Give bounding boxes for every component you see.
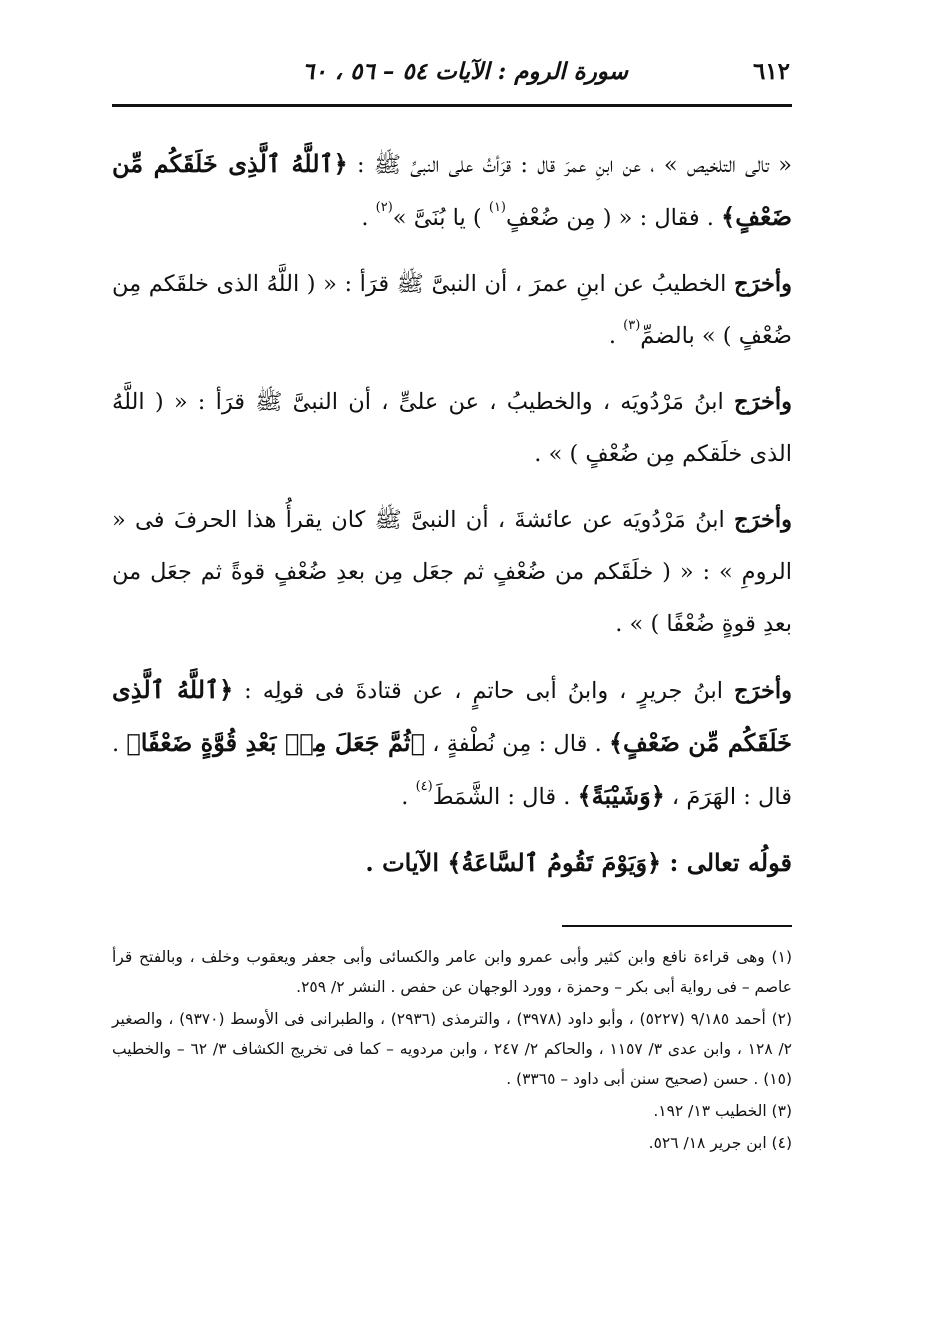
heading-verse: ﴿وَيَوْمَ تَقُومُ ٱلسَّاعَةُ﴾ xyxy=(447,848,662,877)
footnote-3: (٣) الخطيب ١٣/ ١٩٢. xyxy=(653,1102,792,1120)
text-run: . قال : الهَرَمَ ، xyxy=(112,731,792,810)
text-run: . قال : مِن نُطْفةٍ ، xyxy=(425,731,609,757)
text-run: ابنُ مَرْدُويَه ، والخطيبُ ، عن علىٍّ ، أن النبىَّ ﷺ قرَأ : « ( اللَّهُ الذى خلَقكم مِن ضُعْفٍ ) » . xyxy=(112,389,792,467)
text-run: . xyxy=(401,784,416,810)
footnote-1: (١) وهى قراءة نافع وابن كثير وأبى عمرو وابن عامر والكسائى وأبى جعفر ويعقوب وخلف ، وبالفتح قرأ عاصم – فى رواية أبى بكر – وحمزة ، وورد الوجهان عن حفص . النشر ٢/ ٢٥٩. xyxy=(112,948,792,996)
footnote-2: (٢) أحمد ٩/١٨٥ (٥٢٢٧) ، وأبو داود (٣٩٧٨) ، والترمذى (٢٩٣٦) ، والطبرانى فى الأوسط (٩٣٧٠) ، والصغير ٢/ ١٢٨ ، وابن عدى ٣/ ١١٥٧ ، والحاكم ٢/ ٢٤٧ ، وابن مردويه – كما فى تخريج الكشاف ٣/ ٦٢ – والخطيب (١٥) . حسن (صحيح سنن أبى داود – ٣٣٦٥) . xyxy=(112,1010,793,1088)
footnote-rule xyxy=(562,925,792,927)
quran-verse: ﴿ثُمَّ جَعَلَ مِنۢ بَعْدِ قُوَّةٍ ضَعْفًا﴾ xyxy=(126,728,426,757)
footnote-marker: (١) xyxy=(488,200,506,215)
paragraph-5 xyxy=(112,664,792,823)
text-run: ) يا بُنَىَّ » xyxy=(392,205,489,231)
paragraph-2 xyxy=(112,258,792,362)
quran-verse: ﴿ٱللَّهُ ٱلَّذِى خَلَقَكُم مِّن ضَعْفٍ﴾ xyxy=(112,149,792,231)
body-text xyxy=(112,138,792,903)
page-number: ٦١٢ xyxy=(752,58,790,85)
paragraph-3 xyxy=(112,376,792,480)
paragraph-lead-word: وأخرَج xyxy=(734,678,792,704)
footnotes xyxy=(112,942,792,1160)
text-run: ابنُ مَرْدُويَه عن عائشةَ ، أن النبىَّ ﷺ كان يقرأُ هذا الحرفَ فى « الرومِ » : « ( خلَقَكم من ضُعْفٍ ثم جعَل مِن بعدِ ضُعْفٍ قوةً ثم جعَل من بعدِ قوةٍ ضُعْفًا ) » . xyxy=(112,507,792,637)
paragraph-lead-word: وأخرَج xyxy=(734,507,792,533)
footnote-marker: (٢) xyxy=(375,200,393,215)
heading-lead: قولُه تعالى : xyxy=(661,848,792,877)
paragraph-lead-word: وأخرَج xyxy=(734,271,792,297)
page-header xyxy=(112,52,790,102)
text-run: . قال : الشَّمَطَ xyxy=(432,784,578,810)
header-rule xyxy=(112,104,792,107)
paragraph-4 xyxy=(112,494,792,650)
quran-verse: ﴿وَشَيْبَةً﴾ xyxy=(577,781,665,810)
heading-tail: الآيات . xyxy=(365,848,448,877)
paragraph-1 xyxy=(112,138,792,244)
text-run: « تالى التلخيص » ، عن ابنِ عمرَ قال : قرَأتُ على النبىِّ ﷺ : xyxy=(347,152,792,178)
paragraph-lead-word: وأخرَج xyxy=(734,389,792,415)
text-run: . فقال : « ( مِن ضُعْفٍ xyxy=(506,205,722,231)
verse-heading xyxy=(112,837,792,889)
footnote-marker: (٤) xyxy=(415,779,433,794)
quran-verse: ﴿ٱللَّهُ ٱلَّذِى خَلَقَكُم مِّن ضَعْفٍ﴾ xyxy=(112,675,792,757)
text-run: . xyxy=(361,205,376,231)
footnote-marker: (٣) xyxy=(623,318,641,333)
footnote-4: (٤) ابن جرير ١٨/ ٥٢٦. xyxy=(648,1134,792,1152)
text-run: ابنُ جريرٍ ، وابنُ أبى حاتمٍ ، عن قتادةَ فى قولِه : xyxy=(233,678,735,704)
text-run: الخطيبُ عن ابنِ عمرَ ، أن النبىَّ ﷺ قرَأ : « ( اللَّهُ الذى خلقَكم مِن ضُعْفٍ ) » بالضمِّ xyxy=(112,271,792,349)
text-run: . xyxy=(608,323,624,349)
paragraph-list xyxy=(112,138,792,823)
running-title: سورة الروم : الآيات ٥٤ – ٥٦ ، ٦٠ xyxy=(302,58,628,85)
